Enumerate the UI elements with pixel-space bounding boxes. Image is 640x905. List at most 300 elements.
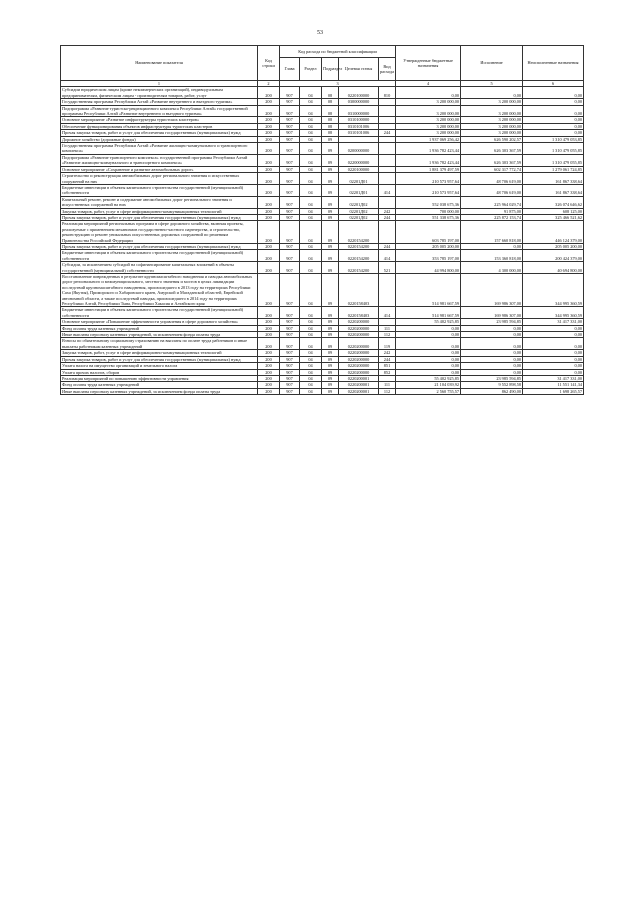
row-code: 200 xyxy=(258,325,280,331)
row-code: 200 xyxy=(258,143,280,155)
row-unexecuted: 1 310 479 055,85 xyxy=(523,143,584,155)
row-name: Реализация мероприятий по повышению эффективности управления xyxy=(61,375,258,381)
row-executed: 0,00 xyxy=(461,243,523,249)
table-row xyxy=(61,307,584,319)
row-razdel: 04 xyxy=(300,262,322,274)
row-csr: 0220200000 xyxy=(339,369,379,375)
row-name: Государственная программа Республики Алтай «Развитие внутреннего и въездного туризма» xyxy=(61,99,258,105)
row-podrazdel: 09 xyxy=(322,307,339,319)
row-glava: 907 xyxy=(280,123,300,129)
table-row xyxy=(61,250,584,262)
row-glava: 907 xyxy=(280,99,300,105)
row-glava: 907 xyxy=(280,369,300,375)
row-vr: 244 xyxy=(379,356,396,362)
header-row-code: Код строки xyxy=(258,46,280,81)
row-code: 200 xyxy=(258,196,280,208)
row-name: Закупка товаров, работ, услуг в сфере информационно-коммуникационных технологий xyxy=(61,208,258,214)
row-unexecuted: 0,00 xyxy=(523,325,584,331)
row-name: Фонд оплаты труда казенных учреждений xyxy=(61,382,258,388)
row-podrazdel: 09 xyxy=(322,143,339,155)
row-code: 200 xyxy=(258,99,280,105)
row-executed: 3 200 000,00 xyxy=(461,105,523,117)
row-approved: 0,00 xyxy=(396,338,461,350)
row-executed: 0,00 xyxy=(461,332,523,338)
row-unexecuted: 0,00 xyxy=(523,363,584,369)
row-podrazdel: 09 xyxy=(322,375,339,381)
row-approved: 1 936 782 423,44 xyxy=(396,154,461,166)
row-vr: 111 xyxy=(379,325,396,331)
row-razdel: 04 xyxy=(300,274,322,307)
row-name: Дорожное хозяйство (дорожные фонды) xyxy=(61,136,258,142)
row-unexecuted: 200 424 379,00 xyxy=(523,250,584,262)
row-glava: 907 xyxy=(280,262,300,274)
row-name: Иные выплаты персоналу казенных учреждений, за исключением фонда оплаты труда xyxy=(61,388,258,394)
row-razdel: 04 xyxy=(300,375,322,381)
row-approved: 700 000,00 xyxy=(396,208,461,214)
row-vr: 244 xyxy=(379,130,396,136)
row-glava: 907 xyxy=(280,221,300,244)
row-podrazdel: 09 xyxy=(322,208,339,214)
row-executed: 862 490,00 xyxy=(461,388,523,394)
row-csr: 0220158403 xyxy=(339,307,379,319)
row-unexecuted: 344 995 360,59 xyxy=(523,274,584,307)
row-glava: 907 xyxy=(280,196,300,208)
row-executed: 626 303 367,59 xyxy=(461,143,523,155)
row-csr: 0220200000 xyxy=(339,356,379,362)
row-razdel: 04 xyxy=(300,99,322,105)
row-vr: 414 xyxy=(379,307,396,319)
row-name: Прочая закупка товаров, работ и услуг для обеспечения государственных (муниципальных) нужд xyxy=(61,214,258,220)
row-glava: 907 xyxy=(280,184,300,196)
header-name: Наименование показателя xyxy=(61,46,258,81)
row-unexecuted: 0,00 xyxy=(523,123,584,129)
column-number: 6 xyxy=(523,81,584,87)
row-vr: 112 xyxy=(379,332,396,338)
row-razdel: 04 xyxy=(300,325,322,331)
row-csr: 0310101006 xyxy=(339,123,379,129)
row-podrazdel: 08 xyxy=(322,130,339,136)
row-name: Строительство и реконструкция автомобильных дорог регионального значения и искусственных сооружений на них xyxy=(61,173,258,185)
row-razdel: 04 xyxy=(300,123,322,129)
row-razdel: 04 xyxy=(300,105,322,117)
row-vr: 414 xyxy=(379,184,396,196)
row-code: 200 xyxy=(258,166,280,172)
row-code: 200 xyxy=(258,319,280,325)
row-csr: 0220154200 xyxy=(339,243,379,249)
row-csr: 0220200001 xyxy=(339,375,379,381)
row-executed: 91 875,00 xyxy=(461,208,523,214)
row-executed: 626 590 202,57 xyxy=(461,136,523,142)
table-row xyxy=(61,173,584,185)
row-name: Основное мероприятие «Развитие инфраструктуры туристских кластеров» xyxy=(61,117,258,123)
row-executed: 626 303 367,59 xyxy=(461,154,523,166)
row-vr xyxy=(379,173,396,185)
row-csr: 0310000000 xyxy=(339,105,379,117)
row-podrazdel: 09 xyxy=(322,325,339,331)
row-approved: 0,00 xyxy=(396,332,461,338)
row-razdel: 04 xyxy=(300,184,322,196)
row-vr: 244 xyxy=(379,243,396,249)
row-vr: 414 xyxy=(379,250,396,262)
row-glava: 907 xyxy=(280,154,300,166)
row-executed: 9 552 898,58 xyxy=(461,382,523,388)
row-csr: 0220154200 xyxy=(339,262,379,274)
row-csr: 0220200001 xyxy=(339,388,379,394)
row-podrazdel: 09 xyxy=(322,262,339,274)
header-executed: Исполнение xyxy=(461,46,523,81)
row-glava: 907 xyxy=(280,130,300,136)
row-name: Прочая закупка товаров, работ и услуг для обеспечения государственных (муниципальных) нужд xyxy=(61,243,258,249)
row-unexecuted: 0,00 xyxy=(523,338,584,350)
row-podrazdel: 09 xyxy=(322,332,339,338)
row-code: 200 xyxy=(258,262,280,274)
header-vr: Вид расхода xyxy=(379,58,396,81)
row-razdel: 04 xyxy=(300,166,322,172)
row-name: Восстановление поврежденных в результате крупномасштабного наводнения и паводка автомобильных дорог регионального и межмуниципального, местного значения и мостов в целях ликвидации последствий крупномасштабного наводнения, произошедшего в 2013 году на территориях Республики Саха (Якутия), Приморского и Хабаровского краев, Амурской и Магаданской областей, Еврейской автономной области, а также последствий паводка, произошедшего в 2014 году на территориях Республики Алтай, Республики Тыва, Республики Хакасия и Алтайского края xyxy=(61,274,258,307)
table-row xyxy=(61,221,584,244)
row-unexecuted: 326 074 646,62 xyxy=(523,196,584,208)
header-podrazdel: Подраздел xyxy=(322,58,339,81)
row-podrazdel: 09 xyxy=(322,382,339,388)
row-unexecuted: 344 995 360,59 xyxy=(523,307,584,319)
row-glava: 907 xyxy=(280,87,300,99)
row-vr: 244 xyxy=(379,214,396,220)
row-unexecuted: 205 005 200,00 xyxy=(523,243,584,249)
row-executed: 169 986 307,00 xyxy=(461,307,523,319)
row-approved: 0,00 xyxy=(396,356,461,362)
row-code: 200 xyxy=(258,356,280,362)
row-razdel: 04 xyxy=(300,173,322,185)
row-glava: 907 xyxy=(280,325,300,331)
row-glava: 907 xyxy=(280,105,300,117)
row-glava: 907 xyxy=(280,143,300,155)
row-glava: 907 xyxy=(280,338,300,350)
row-name: Государственная программа Республики Алтай «Развитие жилищно-коммунального и транспортного комплекса» xyxy=(61,143,258,155)
row-executed: 3 200 000,00 xyxy=(461,123,523,129)
row-name: Подпрограмма «Развитие туристско-рекреационного комплекса Республики Алтай» государственной программы Республики Алтай «Развитие внутреннего и въездного туризма» xyxy=(61,105,258,117)
row-glava: 907 xyxy=(280,356,300,362)
row-glava: 907 xyxy=(280,382,300,388)
row-vr: 119 xyxy=(379,338,396,350)
row-razdel: 04 xyxy=(300,87,322,99)
row-podrazdel: 09 xyxy=(322,166,339,172)
row-name: Субсидии юридическим лицам (кроме некоммерческих организаций), индивидуальным предпринимателям, физическим лицам - производителям товаров, работ, услуг xyxy=(61,87,258,99)
row-name: Бюджетные инвестиции в объекты капитального строительства государственной (муниципальной) собственности xyxy=(61,184,258,196)
row-approved: 353 785 197,00 xyxy=(396,250,461,262)
row-csr: 02201Д02 xyxy=(339,196,379,208)
row-name: Обеспечение функционирования объектов инфраструктуры туристских кластеров xyxy=(61,123,258,129)
row-razdel: 04 xyxy=(300,307,322,319)
row-approved: 3 200 000,00 xyxy=(396,117,461,123)
row-razdel: 04 xyxy=(300,350,322,356)
row-razdel: 04 xyxy=(300,356,322,362)
row-unexecuted: 31 417 331,00 xyxy=(523,319,584,325)
row-unexecuted: 1 279 061 724,85 xyxy=(523,166,584,172)
row-podrazdel: 08 xyxy=(322,117,339,123)
row-podrazdel: 09 xyxy=(322,369,339,375)
row-csr: 0220200000 xyxy=(339,332,379,338)
row-unexecuted: 1 310 479 055,85 xyxy=(523,154,584,166)
column-number: 4 xyxy=(396,81,461,87)
row-approved: 55 402 925,85 xyxy=(396,319,461,325)
row-code: 200 xyxy=(258,117,280,123)
row-executed: 0,00 xyxy=(461,87,523,99)
row-vr: 521 xyxy=(379,262,396,274)
row-glava: 907 xyxy=(280,166,300,172)
header-csr: Целевая статья xyxy=(339,58,379,81)
row-executed: 0,00 xyxy=(461,356,523,362)
row-glava: 907 xyxy=(280,350,300,356)
row-podrazdel: 09 xyxy=(322,154,339,166)
row-code: 200 xyxy=(258,184,280,196)
row-executed: 225 964 029,74 xyxy=(461,196,523,208)
row-code: 200 xyxy=(258,87,280,99)
row-approved: 210 573 957,64 xyxy=(396,184,461,196)
row-podrazdel: 08 xyxy=(322,87,339,99)
row-code: 200 xyxy=(258,363,280,369)
row-glava: 907 xyxy=(280,274,300,307)
row-code: 200 xyxy=(258,382,280,388)
table-row xyxy=(61,154,584,166)
header-approved: Утвержденные бюджетные назначения xyxy=(396,46,461,81)
row-code: 200 xyxy=(258,388,280,394)
row-approved: 0,00 xyxy=(396,350,461,356)
row-csr: 02201Д02 xyxy=(339,214,379,220)
row-csr: 0220154200 xyxy=(339,221,379,244)
row-podrazdel: 08 xyxy=(322,99,339,105)
row-name: Основное мероприятие «Сохранение и развитие автомобильных дорог» xyxy=(61,166,258,172)
row-unexecuted: 0,00 xyxy=(523,369,584,375)
row-unexecuted: 0,00 xyxy=(523,87,584,99)
table-body xyxy=(61,87,584,395)
row-podrazdel: 08 xyxy=(322,123,339,129)
row-csr: 02201Д01 xyxy=(339,173,379,185)
row-code: 200 xyxy=(258,307,280,319)
row-approved: 55 402 925,85 xyxy=(396,375,461,381)
row-approved: 552 038 675,36 xyxy=(396,196,461,208)
row-vr xyxy=(379,221,396,244)
row-executed: 0,00 xyxy=(461,363,523,369)
row-vr xyxy=(379,154,396,166)
row-csr: 02201Д01 xyxy=(339,184,379,196)
row-razdel: 04 xyxy=(300,319,322,325)
row-executed: 48 706 619,00 xyxy=(461,184,523,196)
row-executed: 225 872 153,74 xyxy=(461,214,523,220)
row-csr: 0220100000 xyxy=(339,87,379,99)
row-podrazdel: 09 xyxy=(322,388,339,394)
row-code: 200 xyxy=(258,154,280,166)
row-executed: 0,00 xyxy=(461,369,523,375)
row-vr: 851 xyxy=(379,363,396,369)
row-unexecuted: 0,00 xyxy=(523,356,584,362)
row-name: Взносы по обязательному социальному страхованию на выплаты по оплате труда работников и иные выплаты работникам казенных учреждений xyxy=(61,338,258,350)
row-name: Бюджетные инвестиции в объекты капитального строительства государственной (муниципальной) собственности xyxy=(61,250,258,262)
row-vr: 810 xyxy=(379,87,396,99)
table-row xyxy=(61,105,584,117)
row-podrazdel: 09 xyxy=(322,221,339,244)
row-code: 200 xyxy=(258,221,280,244)
row-razdel: 04 xyxy=(300,338,322,350)
row-name: Субсидии, за исключением субсидий на софинансирование капитальных вложений в объекты государственной (муниципальной) собственности xyxy=(61,262,258,274)
row-unexecuted: 161 867 338,64 xyxy=(523,184,584,196)
row-unexecuted: 0,00 xyxy=(523,99,584,105)
row-executed: 602 317 772,74 xyxy=(461,166,523,172)
row-executed: 3 200 000,00 xyxy=(461,117,523,123)
row-razdel: 04 xyxy=(300,117,322,123)
column-number: 1 xyxy=(61,81,258,87)
row-executed: 0,00 xyxy=(461,325,523,331)
row-approved: 1 881 379 497,59 xyxy=(396,166,461,172)
row-csr: 0220154200 xyxy=(339,250,379,262)
row-unexecuted: 161 867 338,64 xyxy=(523,173,584,185)
row-unexecuted: 40 694 800,00 xyxy=(523,262,584,274)
row-unexecuted: 608 125,00 xyxy=(523,208,584,214)
row-csr: 0220200000 xyxy=(339,319,379,325)
row-razdel: 04 xyxy=(300,154,322,166)
row-approved: 0,00 xyxy=(396,363,461,369)
row-unexecuted: 0,00 xyxy=(523,105,584,117)
header-budget-class: Код расхода по бюджетной классификации xyxy=(280,46,396,58)
row-podrazdel: 09 xyxy=(322,338,339,350)
row-csr: 0220200000 xyxy=(339,338,379,350)
table-row xyxy=(61,196,584,208)
table-row xyxy=(61,184,584,196)
row-name: Прочая закупка товаров, работ и услуг для обеспечения государственных (муниципальных) нужд xyxy=(61,130,258,136)
row-razdel: 04 xyxy=(300,382,322,388)
row-razdel: 04 xyxy=(300,214,322,220)
row-code: 200 xyxy=(258,214,280,220)
row-podrazdel: 09 xyxy=(322,274,339,307)
table-row xyxy=(61,87,584,99)
row-glava: 907 xyxy=(280,363,300,369)
row-csr: 0300000000 xyxy=(339,99,379,105)
row-approved: 2 560 755,57 xyxy=(396,388,461,394)
row-executed: 23 985 594,85 xyxy=(461,375,523,381)
row-razdel: 04 xyxy=(300,221,322,244)
row-executed: 0,00 xyxy=(461,338,523,350)
row-razdel: 04 xyxy=(300,250,322,262)
row-approved: 205 005 200,00 xyxy=(396,243,461,249)
row-csr: 0220200000 xyxy=(339,325,379,331)
row-code: 200 xyxy=(258,173,280,185)
header-razdel: Раздел xyxy=(300,58,322,81)
column-number: 2 xyxy=(258,81,280,87)
row-code: 200 xyxy=(258,208,280,214)
row-csr: 0220158403 xyxy=(339,274,379,307)
row-glava: 907 xyxy=(280,214,300,220)
row-glava: 907 xyxy=(280,243,300,249)
row-podrazdel: 09 xyxy=(322,356,339,362)
row-glava: 907 xyxy=(280,332,300,338)
row-csr: 0220100000 xyxy=(339,166,379,172)
row-name: Иные выплаты персоналу казенных учреждений, за исключением фонда оплаты труда xyxy=(61,332,258,338)
row-code: 200 xyxy=(258,250,280,262)
row-razdel: 04 xyxy=(300,196,322,208)
row-podrazdel: 08 xyxy=(322,105,339,117)
row-csr: 0220200001 xyxy=(339,382,379,388)
column-number: 5 xyxy=(461,81,523,87)
row-podrazdel: 09 xyxy=(322,243,339,249)
row-code: 200 xyxy=(258,369,280,375)
row-name: Прочая закупка товаров, работ и услуг для обеспечения государственных (муниципальных) нужд xyxy=(61,356,258,362)
row-unexecuted: 446 124 379,00 xyxy=(523,221,584,244)
row-podrazdel: 09 xyxy=(322,136,339,142)
row-code: 200 xyxy=(258,136,280,142)
row-executed: 4 300 000,00 xyxy=(461,262,523,274)
row-glava: 907 xyxy=(280,250,300,262)
row-approved: 0,00 xyxy=(396,87,461,99)
row-code: 200 xyxy=(258,350,280,356)
row-name: Уплата налога на имущество организаций и земельного налога xyxy=(61,363,258,369)
row-csr: 0200000000 xyxy=(339,143,379,155)
table-row xyxy=(61,388,584,394)
row-razdel: 04 xyxy=(300,388,322,394)
row-vr xyxy=(379,143,396,155)
row-glava: 907 xyxy=(280,208,300,214)
row-approved: 1 937 069 256,42 xyxy=(396,136,461,142)
row-approved: 3 200 000,00 xyxy=(396,99,461,105)
row-csr: 02201Д02 xyxy=(339,208,379,214)
row-approved: 514 981 667,59 xyxy=(396,274,461,307)
row-approved: 44 994 800,00 xyxy=(396,262,461,274)
row-razdel: 04 xyxy=(300,363,322,369)
row-code: 200 xyxy=(258,123,280,129)
table-row xyxy=(61,338,584,350)
row-unexecuted: 325 466 521,62 xyxy=(523,214,584,220)
row-approved: 21 104 039,92 xyxy=(396,382,461,388)
row-executed: 169 986 307,00 xyxy=(461,274,523,307)
row-glava: 907 xyxy=(280,388,300,394)
row-approved: 551 338 675,36 xyxy=(396,214,461,220)
row-unexecuted: 0,00 xyxy=(523,130,584,136)
row-executed: 153 360 818,00 xyxy=(461,250,523,262)
row-unexecuted: 0,00 xyxy=(523,332,584,338)
page-number: 53 xyxy=(317,30,323,36)
row-glava: 907 xyxy=(280,307,300,319)
row-approved: 0,00 xyxy=(396,369,461,375)
row-approved: 3 200 000,00 xyxy=(396,105,461,117)
row-name: Бюджетные инвестиции в объекты капитального строительства государственной (муниципальной) собственности xyxy=(61,307,258,319)
row-approved: 3 200 000,00 xyxy=(396,130,461,136)
row-approved: 514 981 667,59 xyxy=(396,307,461,319)
budget-table xyxy=(60,45,584,395)
row-glava: 907 xyxy=(280,319,300,325)
row-name: Фонд оплаты труда казенных учреждений xyxy=(61,325,258,331)
row-razdel: 04 xyxy=(300,143,322,155)
row-podrazdel: 09 xyxy=(322,184,339,196)
row-podrazdel: 09 xyxy=(322,196,339,208)
row-approved: 210 573 957,64 xyxy=(396,173,461,185)
row-executed: 0,00 xyxy=(461,350,523,356)
row-name: Уплата прочих налогов, сборов xyxy=(61,369,258,375)
row-approved: 0,00 xyxy=(396,325,461,331)
row-code: 200 xyxy=(258,332,280,338)
table-row xyxy=(61,274,584,307)
row-podrazdel: 09 xyxy=(322,173,339,185)
row-name: Основное мероприятие «Повышение эффективности управления в сфере дорожного хозяйства» xyxy=(61,319,258,325)
row-razdel: 04 xyxy=(300,332,322,338)
row-csr: 0220000000 xyxy=(339,154,379,166)
row-code: 200 xyxy=(258,130,280,136)
row-podrazdel: 09 xyxy=(322,250,339,262)
row-executed: 48 706 619,00 xyxy=(461,173,523,185)
row-code: 200 xyxy=(258,243,280,249)
row-unexecuted: 0,00 xyxy=(523,350,584,356)
row-unexecuted: 1 698 265,57 xyxy=(523,388,584,394)
row-vr: 111 xyxy=(379,382,396,388)
row-approved: 603 785 197,00 xyxy=(396,221,461,244)
header-unexecuted: Неисполненные назначения xyxy=(523,46,584,81)
